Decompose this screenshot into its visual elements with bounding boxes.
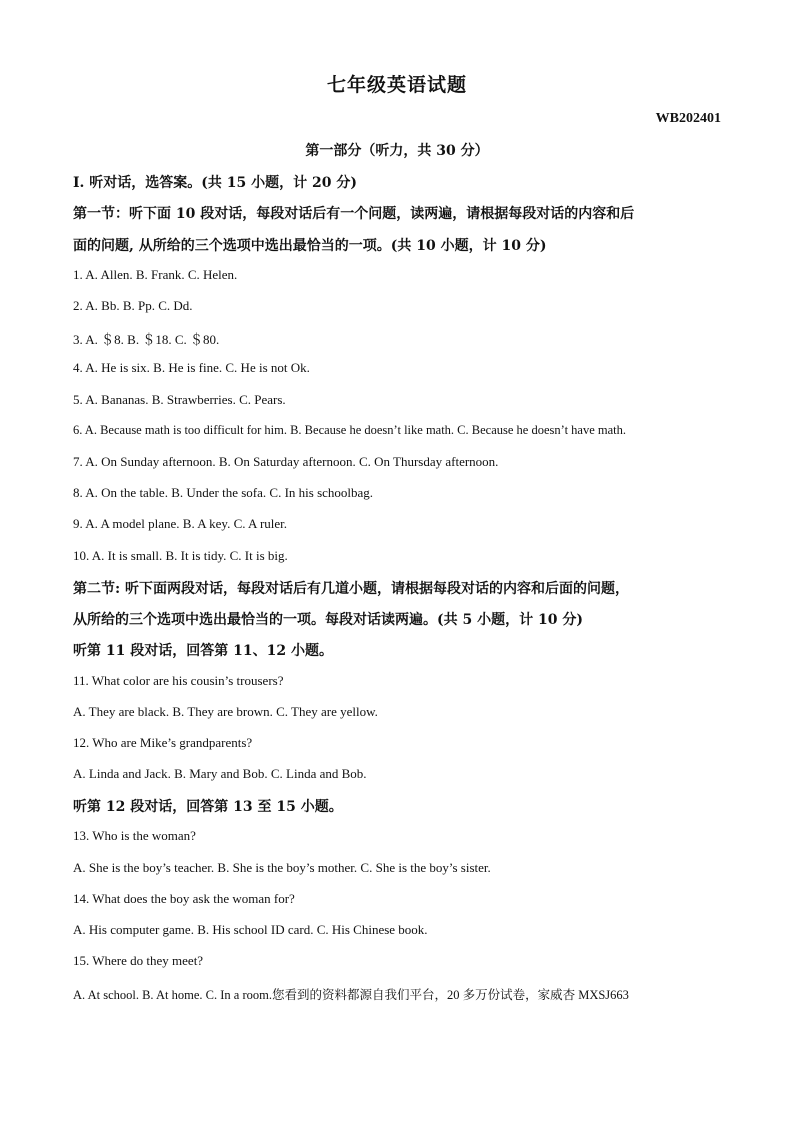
exam-code: WB202401 <box>655 111 721 126</box>
question-13-options: A. She is the boy’s teacher. B. She is the boy’s mother. C. She is the boy’s sister. <box>73 860 491 875</box>
question-7: 7. A. On Sunday afternoon. B. On Saturday afternoon. C. On Thursday afternoon. <box>73 454 499 469</box>
question-11: 11. What color are his cousin’s trousers? <box>73 673 284 688</box>
section1-part1-instructions-line1: 第一节：听下面 10 段对话，每段对话后有一个问题，读两遍，请根据每段对话的内容和后 <box>73 206 635 222</box>
section1-heading: I. 听对话，选答案。(共 15 小题，计 20 分) <box>73 175 358 191</box>
question-12-options: A. Linda and Jack. B. Mary and Bob. C. Linda and Bob. <box>73 766 367 781</box>
question-9: 9. A. A model plane. B. A key. C. A ruler. <box>73 516 288 531</box>
question-4: 4. A. He is six. B. He is fine. C. He is not Ok. <box>73 360 310 375</box>
question-14-options: A. His computer game. B. His school ID card. C. His Chinese book. <box>73 922 428 937</box>
question-2: 2. A. Bb. B. Pp. C. Dd. <box>73 298 193 313</box>
question-3: 3. A. ＄8. B. ＄18. C. ＄80. <box>73 332 220 347</box>
question-5: 5. A. Bananas. B. Strawberries. C. Pears. <box>73 392 286 407</box>
question-12: 12. Who are Mike’s grandparents? <box>73 735 253 750</box>
dialog-12-heading: 听第 12 段对话，回答第 13 至 15 小题。 <box>73 799 343 815</box>
question-14: 14. What does the boy ask the woman for? <box>73 891 295 906</box>
question-8: 8. A. On the table. B. Under the sofa. C. In his schoolbag. <box>73 485 374 500</box>
question-6: 6. A. Because math is too difficult for him. B. Because he doesn’t like math. C. Because he doesn’t have math. <box>73 423 627 437</box>
dialog-11-heading: 听第 11 段对话，回答第 11、12 小题。 <box>73 643 333 659</box>
question-10: 10. A. It is small. B. It is tidy. C. It is big. <box>73 548 288 563</box>
question-1: 1. A. Allen. B. Frank. C. Helen. <box>73 267 238 282</box>
section1-part2-instructions-line1: 第二节: 听下面两段对话，每段对话后有几道小题，请根据每段对话的内容和后面的问题， <box>73 581 630 597</box>
question-15-options: A. At school. B. At home. C. In a room.您看到的资料都源自我们平台，20 多万份试卷，家威杏 MXSJ663 <box>73 988 629 1002</box>
section1-part2-instructions-line2: 从所给的三个选项中选出最恰当的一项。每段对话读两遍。(共 5 小题，计 10 分) <box>73 612 583 628</box>
part-heading: 第一部分（听力，共 30 分） <box>305 143 489 159</box>
section1-part1-instructions-line2: 面的问题, 从所给的三个选项中选出最恰当的一项。(共 10 小题，计 10 分) <box>73 238 547 254</box>
page-title: 七年级英语试题 <box>326 74 467 96</box>
question-11-options: A. They are black. B. They are brown. C. They are yellow. <box>73 704 378 719</box>
question-13: 13. Who is the woman? <box>73 828 196 843</box>
question-15: 15. Where do they meet? <box>73 953 204 968</box>
